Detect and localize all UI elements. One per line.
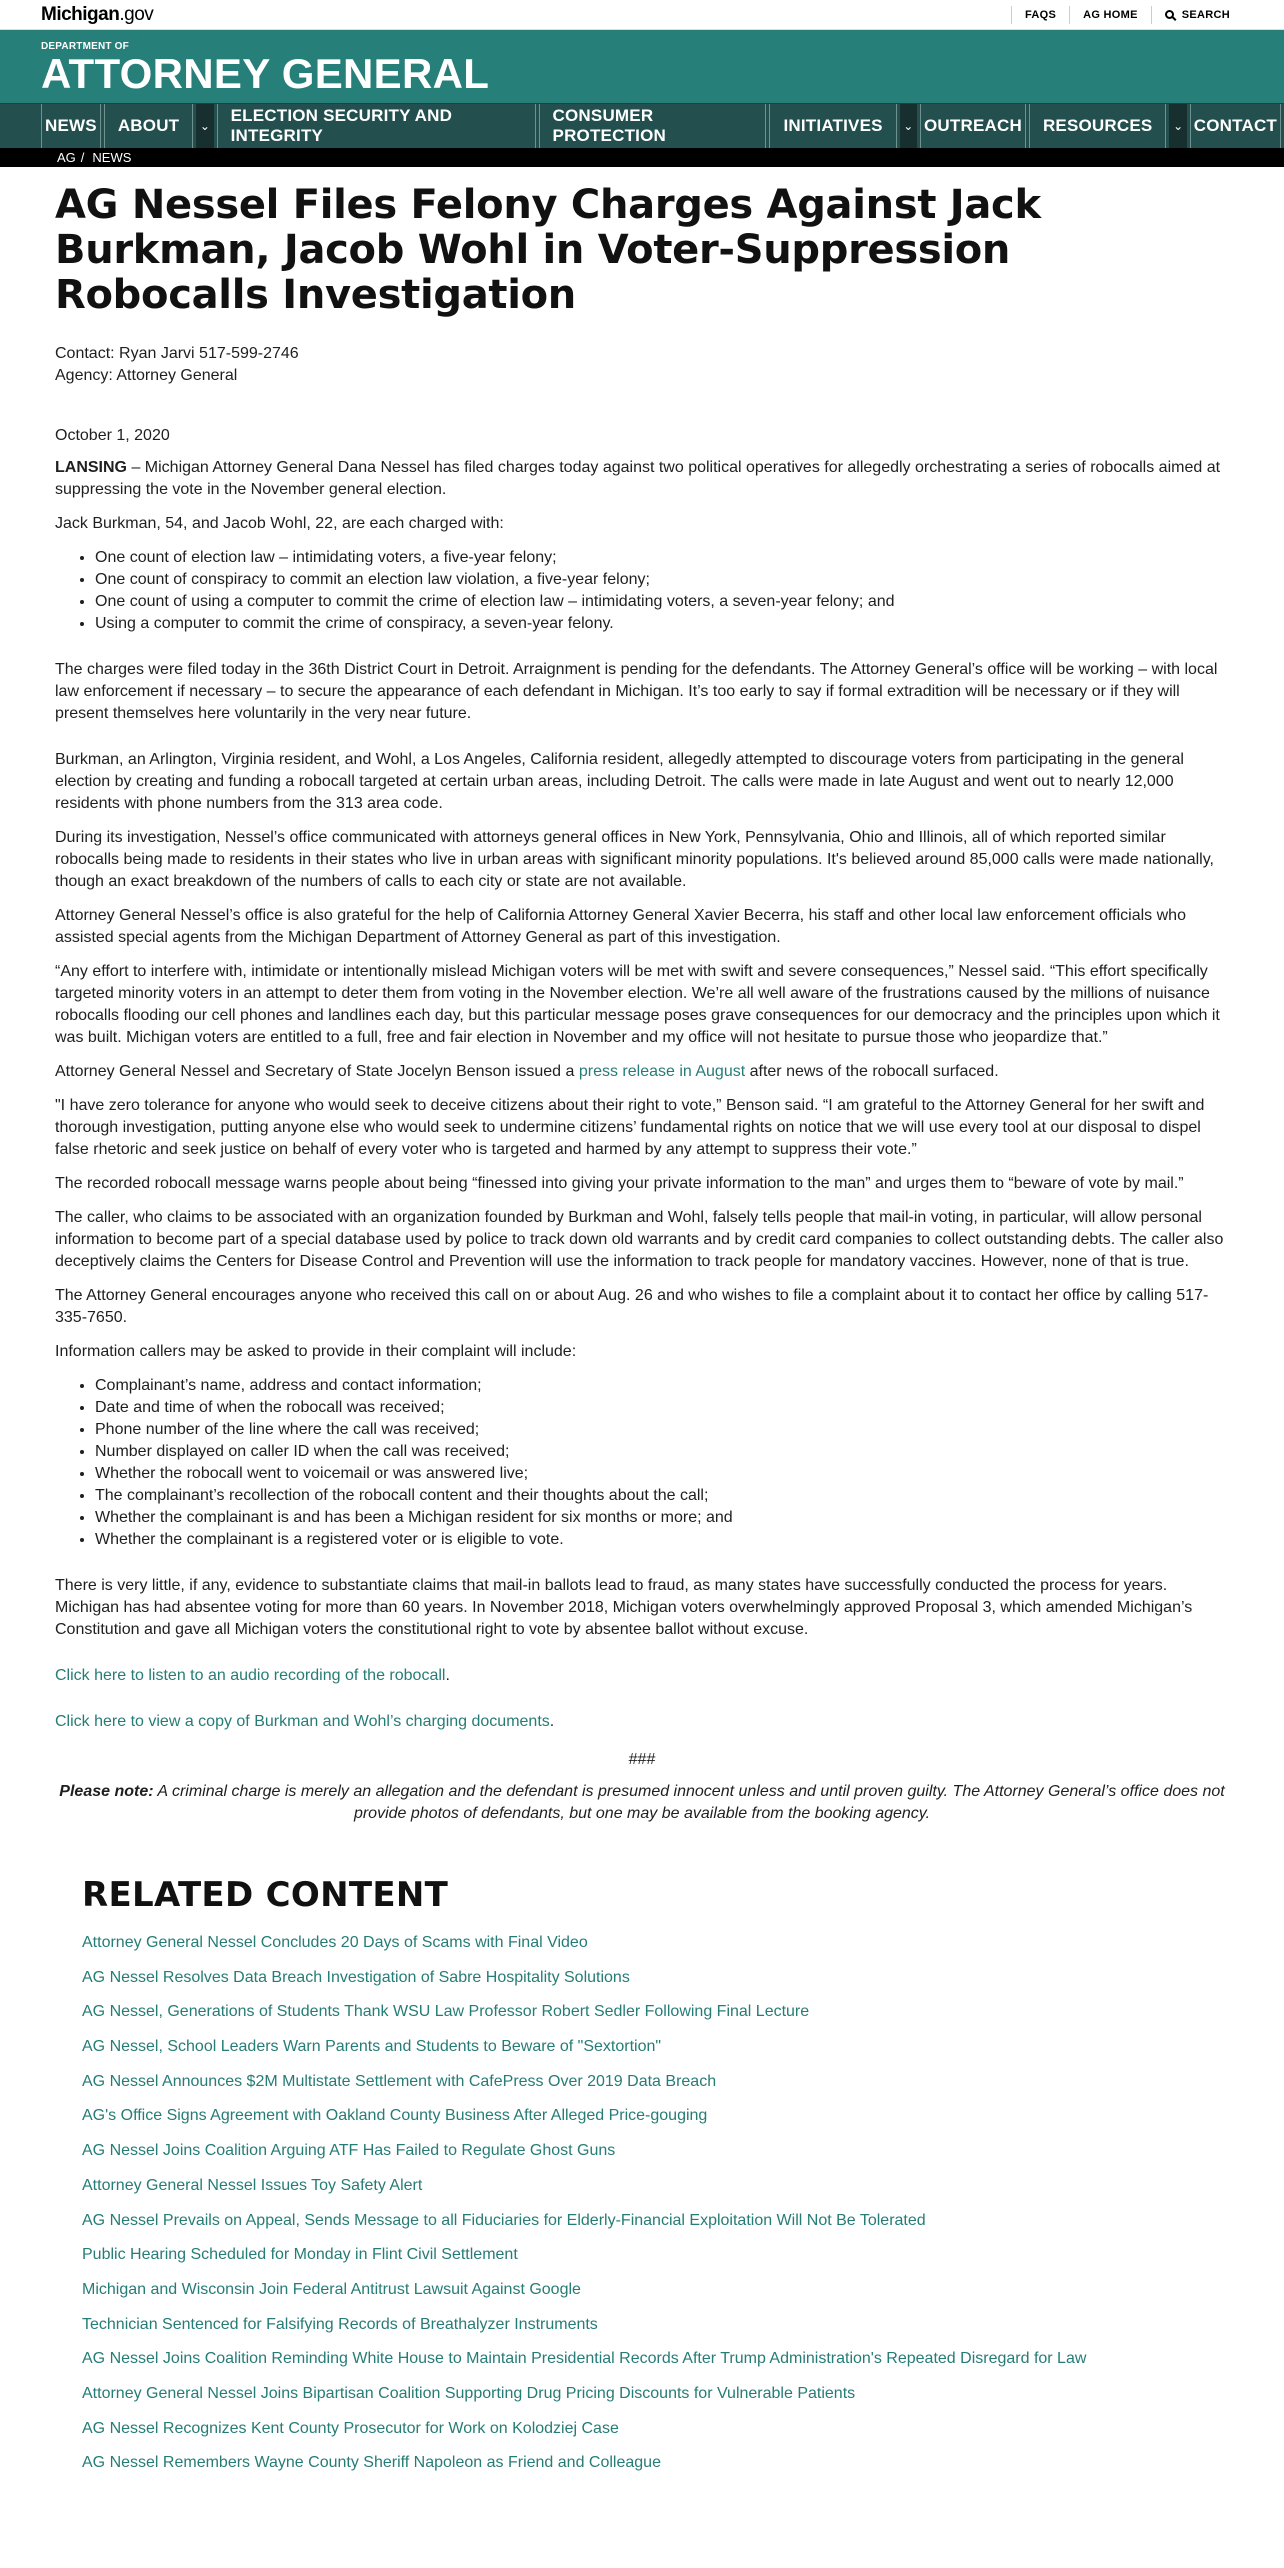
list-item: • Complainant’s name, address and contact information; xyxy=(95,1375,1229,1397)
nav-consumer[interactable]: CONSUMER PROTECTION xyxy=(539,104,767,148)
nav-initiatives[interactable]: INITIATIVES xyxy=(769,104,896,148)
dateline: LANSING xyxy=(55,459,127,476)
related-link[interactable]: AG's Office Signs Agreement with Oakland County Business After Alleged Price-gouging xyxy=(82,2107,708,2125)
search-icon xyxy=(1165,10,1174,19)
related-link[interactable]: AG Nessel Announces $2M Multistate Settlement with CafePress Over 2019 Data Breach xyxy=(82,2072,717,2090)
michigan-gov-logo[interactable] xyxy=(41,4,153,26)
breadcrumb-separator: / xyxy=(80,150,85,165)
related-link[interactable]: AG Nessel, Generations of Students Thank WSU Law Professor Robert Sedler Following Final Lecture xyxy=(82,2003,810,2021)
related-content xyxy=(0,1875,1284,2473)
nav-outreach[interactable]: OUTREACH xyxy=(920,104,1026,148)
department-header xyxy=(0,30,1284,103)
article xyxy=(0,183,1284,1825)
paragraph-benson-quote: "I have zero tolerance for anyone who would seek to deceive citizens about their right to vote,” Benson said. “I am grateful to the Attorney General for her swift and thorough investigation, putting anyone else who would seek to undermine citizens’ fundamental rights on notice that we will use every tool at our disposal to dispel false rhetoric and seek justice on behalf of every voter who is targeted and harmed by any attempt to suppress their vote.” xyxy=(55,1097,1205,1158)
list-item: • Whether the complainant is and has been a Michigan resident for six months or more; and xyxy=(95,1507,1229,1529)
nav-news[interactable]: NEWS xyxy=(41,104,101,148)
charges-list xyxy=(95,547,1229,635)
list-item: • One count of using a computer to commit the crime of election law – intimidating voters, a seven-year felony; and xyxy=(95,591,1229,613)
lead-paragraph xyxy=(55,457,1229,501)
related-link[interactable]: AG Nessel Joins Coalition Arguing ATF Has Failed to Regulate Ghost Guns xyxy=(82,2142,616,2160)
related-link[interactable]: Attorney General Nessel Concludes 20 Days of Scams with Final Video xyxy=(82,1934,588,1951)
list-item: • Whether the robocall went to voicemail or was answered live; xyxy=(95,1463,1229,1485)
related-heading: RELATED CONTENT xyxy=(82,1875,449,1915)
breadcrumb-ag[interactable]: AG xyxy=(57,150,76,165)
page-title: AG Nessel Files Felony Charges Against Jack Burkman, Jacob Wohl in Voter-Suppression Robocalls Investigation xyxy=(55,182,1041,318)
breadcrumb-news[interactable]: NEWS xyxy=(92,150,132,165)
related-link[interactable]: AG Nessel Recognizes Kent County Prosecutor for Work on Kolodziej Case xyxy=(82,2419,619,2437)
related-link[interactable]: AG Nessel Remembers Wayne County Sheriff Napoleon as Friend and Colleague xyxy=(82,2454,661,2472)
faqs-link[interactable]: FAQS xyxy=(1011,6,1069,24)
brand-suffix: .gov xyxy=(119,3,154,25)
related-link[interactable]: Technician Sentenced for Falsifying Records of Breathalyzer Instruments xyxy=(82,2315,598,2333)
paragraph-nessel-quote: “Any effort to interfere with, intimidate or intentionally mislead Michigan voters will be met with swift and severe consequences,” Nessel said. “This effort specifically targeted minority voters in an attempt to deter them from voting in the November election. We’re all well aware of the frustrations caused by the millions of nuisance robocalls flooding our cell phones and landlines each day, but this particular message poses grave consequences for our democracy and the principles upon which it was built. Michigan voters are entitled to a full, free and fair election in November and my office will not hesitate to pursue those who jeopardize that.” xyxy=(55,963,1220,1046)
paragraph-grateful: Attorney General Nessel’s office is also grateful for the help of California Attorney General Xavier Becerra, his staff and other local law enforcement officials who assisted special agents from the Michigan Department of Attorney General as part of this investigation. xyxy=(55,907,1186,946)
press-release-link[interactable]: press release in August xyxy=(578,1063,746,1080)
paragraph-caller: The caller, who claims to be associated with an organization founded by Burkman and Wohl, falsely tells people that mail-in voting, in particular, will allow personal information to become part of a special database used by police to track down old warrants and by credit card companies to collect outstanding debts. The caller also deceptively claims the Centers for Disease Control and Prevention will use the information to track people for mandatory vaccines. However, none of that is true. xyxy=(55,1209,1224,1270)
resources-chevron-down-icon[interactable]: ⌄ xyxy=(1169,104,1186,148)
utility-bar xyxy=(0,0,1284,30)
related-link[interactable]: Public Hearing Scheduled for Monday in Flint Civil Settlement xyxy=(82,2246,518,2264)
lead-text: – Michigan Attorney General Dana Nessel has filed charges today against two political operatives for allegedly orchestrating a series of robocalls aimed at suppressing the vote in the November general election. xyxy=(55,459,1221,498)
info-list xyxy=(95,1375,1229,1551)
article-meta xyxy=(55,343,1229,387)
dept-kicker: DEPARTMENT OF xyxy=(41,41,129,52)
related-link[interactable]: AG Nessel Resolves Data Breach Investigation of Sabre Hospitality Solutions xyxy=(82,1968,630,1986)
disclaimer-note xyxy=(55,1781,1229,1825)
list-item: • Using a computer to commit the crime of conspiracy, a seven-year felony. xyxy=(95,613,1229,635)
related-link[interactable]: Michigan and Wisconsin Join Federal Antitrust Lawsuit Against Google xyxy=(82,2280,581,2298)
nav-about[interactable]: ABOUT xyxy=(104,104,193,148)
brand-main: Michigan xyxy=(41,3,120,25)
charged-intro: Jack Burkman, 54, and Jacob Wohl, 22, are each charged with: xyxy=(55,515,504,532)
benson-post: after news of the robocall surfaced. xyxy=(745,1063,999,1080)
info-intro: Information callers may be asked to provide in their complaint will include: xyxy=(55,1343,577,1360)
related-link[interactable]: Attorney General Nessel Issues Toy Safety Alert xyxy=(82,2176,423,2194)
agency-line: Agency: Attorney General xyxy=(55,367,238,384)
contact-line: Contact: Ryan Jarvi 517-599-2746 xyxy=(55,345,299,362)
related-link[interactable]: AG Nessel Prevails on Appeal, Sends Message to all Fiduciaries for Elderly-Financial Exploitation Will Not Be Tolerated xyxy=(82,2211,926,2229)
list-item: • The complainant’s recollection of the robocall content and their thoughts about the call; xyxy=(95,1485,1229,1507)
main-nav xyxy=(0,103,1284,148)
nav-resources[interactable]: RESOURCES xyxy=(1029,104,1167,148)
charging-documents-link[interactable]: Click here to view a copy of Burkman and Wohl’s charging documents xyxy=(55,1713,550,1730)
period: . xyxy=(445,1667,450,1684)
list-item: • Date and time of when the robocall was received; xyxy=(95,1397,1229,1419)
search-button[interactable] xyxy=(1151,6,1243,24)
related-list xyxy=(82,1933,1202,2473)
paragraph-message: The recorded robocall message warns people about being “finessed into giving your private information to the man” and urges them to “beware of vote by mail.” xyxy=(55,1175,1184,1192)
nav-election[interactable]: ELECTION SECURITY AND INTEGRITY xyxy=(217,104,536,148)
paragraph-benson xyxy=(55,1061,1229,1083)
initiatives-chevron-down-icon[interactable]: ⌄ xyxy=(900,104,917,148)
search-label: SEARCH xyxy=(1181,8,1230,21)
article-date: October 1, 2020 xyxy=(55,427,170,444)
paragraph-court: The charges were filed today in the 36th District Court in Detroit. Arraignment is pending for the defendants. The Attorney General’s office will be working – with local law enforcement if necessary – to secure the appearance of each defendant in Michigan. It’s too early to say if formal extradition will be necessary or if they will present themselves here voluntarily in the very near future. xyxy=(55,661,1218,722)
about-chevron-down-icon[interactable]: ⌄ xyxy=(196,104,213,148)
paragraph-residents: Burkman, an Arlington, Virginia resident, and Wohl, a Los Angeles, California resident, allegedly attempted to discourage voters from participating in the general election by creating and funding a robocall targeted at certain urban areas, including Detroit. The calls were made in late August and went out to nearly 12,000 residents with phone numbers from the 313 area code. xyxy=(55,751,1184,812)
audio-recording-link[interactable]: Click here to listen to an audio recording of the robocall xyxy=(55,1667,446,1684)
paragraph-investigation: During its investigation, Nessel’s office communicated with attorneys general offices in New York, Pennsylvania, Ohio and Illinois, all of which reported similar robocalls being made to residents in their states who live in urban areas with significant minority populations. It's believed around 85,000 calls were made nationally, though an exact breakdown of the numbers of calls to each city or state are not available. xyxy=(55,829,1214,890)
list-item: • Whether the complainant is a registered voter or is eligible to vote. xyxy=(95,1529,1229,1551)
benson-pre: Attorney General Nessel and Secretary of State Jocelyn Benson issued a xyxy=(55,1063,579,1080)
utility-links xyxy=(1011,0,1243,29)
note-label: Please note: xyxy=(59,1783,154,1800)
paragraph-fraud: There is very little, if any, evidence to substantiate claims that mail-in ballots lead to fraud, as many states have successfully conducted the process for years. Michigan has had absentee voting for more than 60 years. In November 2018, Michigan voters overwhelmingly approved Proposal 3, which amended Michigan’s Constitution and gave all Michigan voters the constitutional right to vote by absentee ballot without excuse. xyxy=(55,1577,1193,1638)
list-item: • Phone number of the line where the call was received; xyxy=(95,1419,1229,1441)
list-item: • One count of election law – intimidating voters, a five-year felony; xyxy=(95,547,1229,569)
breadcrumb xyxy=(0,148,1284,167)
ag-home-link[interactable]: AG HOME xyxy=(1069,6,1151,24)
list-item: • One count of conspiracy to commit an election law violation, a five-year felony; xyxy=(95,569,1229,591)
nav-contact[interactable]: CONTACT xyxy=(1190,104,1281,148)
related-link[interactable]: AG Nessel, School Leaders Warn Parents and Students to Beware of "Sextortion" xyxy=(82,2038,662,2056)
related-link[interactable]: AG Nessel Joins Coalition Reminding White House to Maintain Presidential Records After Trump Administration's Repeated Disregard for Law xyxy=(82,2350,1087,2368)
end-marker: ### xyxy=(628,1751,656,1768)
related-link[interactable]: Attorney General Nessel Joins Bipartisan Coalition Supporting Drug Pricing Discounts for Vulnerable Patients xyxy=(82,2384,856,2402)
dept-title-link[interactable]: ATTORNEY GENERAL xyxy=(41,50,490,97)
note-text: A criminal charge is merely an allegation and the defendant is presumed innocent unless and until proven guilty. The Attorney General’s office does not provide photos of defendants, but one may be available from the booking agency. xyxy=(153,1783,1225,1822)
audio-link-paragraph xyxy=(55,1665,1229,1687)
period: . xyxy=(549,1713,555,1730)
docs-link-paragraph xyxy=(55,1711,1229,1733)
paragraph-encourage: The Attorney General encourages anyone who received this call on or about Aug. 26 and who wishes to file a complaint about it to contact her office by calling 517-335-7650. xyxy=(55,1287,1209,1326)
list-item: • Number displayed on caller ID when the call was received; xyxy=(95,1441,1229,1463)
